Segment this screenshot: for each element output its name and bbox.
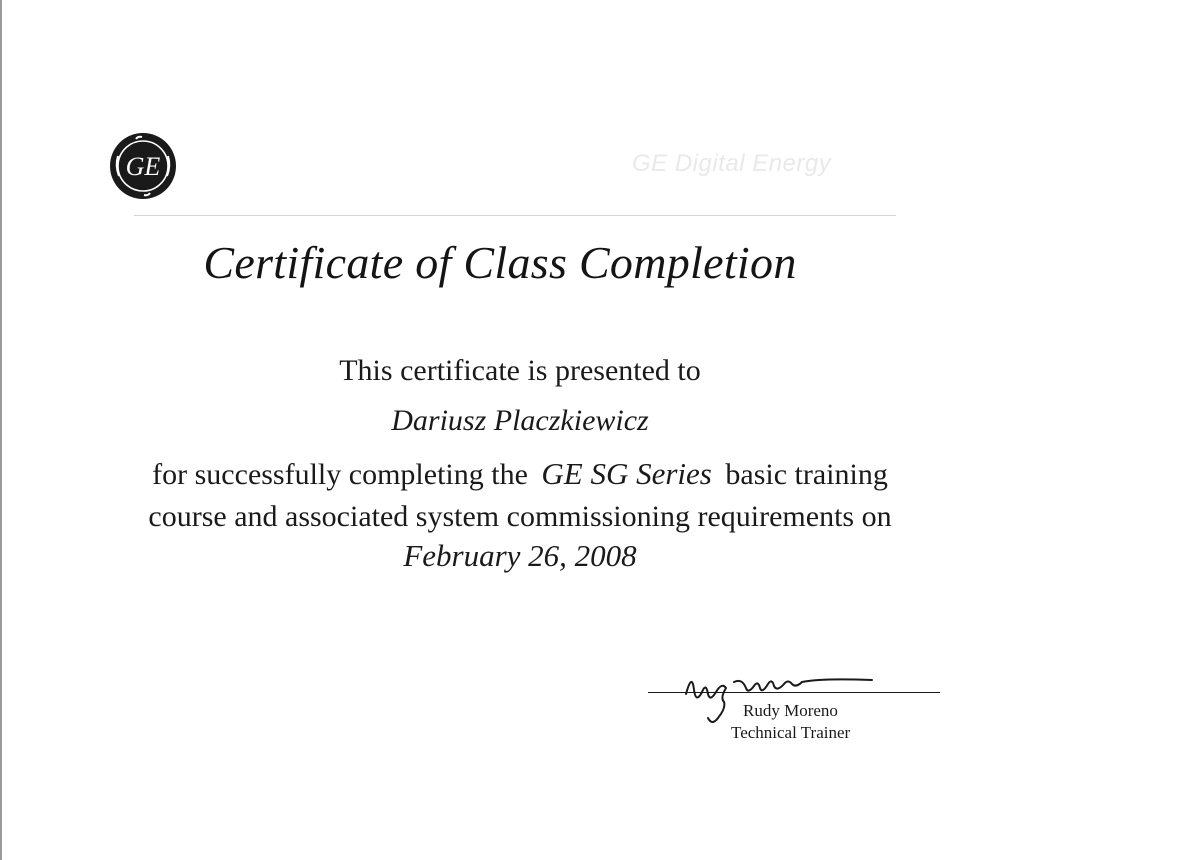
recipient-name: Dariusz Placzkiewicz bbox=[391, 404, 649, 437]
ge-monogram-text: GE bbox=[125, 152, 161, 181]
signature-line bbox=[648, 692, 940, 693]
presented-text: This certificate is presented to bbox=[339, 354, 701, 387]
signer-title: Technical Trainer bbox=[731, 723, 851, 742]
certificate-title: Certificate of Class Completion bbox=[203, 237, 797, 288]
brand-name: GE Digital Energy bbox=[632, 150, 832, 177]
completion-prefix: for successfully completing the bbox=[152, 458, 528, 491]
course-name: GE SG Series bbox=[541, 456, 712, 491]
completion-suffix: basic training bbox=[725, 458, 888, 491]
signer-name: Rudy Moreno bbox=[743, 701, 838, 720]
course-requirements-line: course and associated system commissioning requirements on bbox=[148, 500, 892, 533]
header-divider bbox=[134, 215, 896, 216]
ge-monogram-icon bbox=[109, 132, 177, 200]
completion-line bbox=[0, 456, 1040, 492]
completion-date: February 26, 2008 bbox=[403, 538, 637, 573]
